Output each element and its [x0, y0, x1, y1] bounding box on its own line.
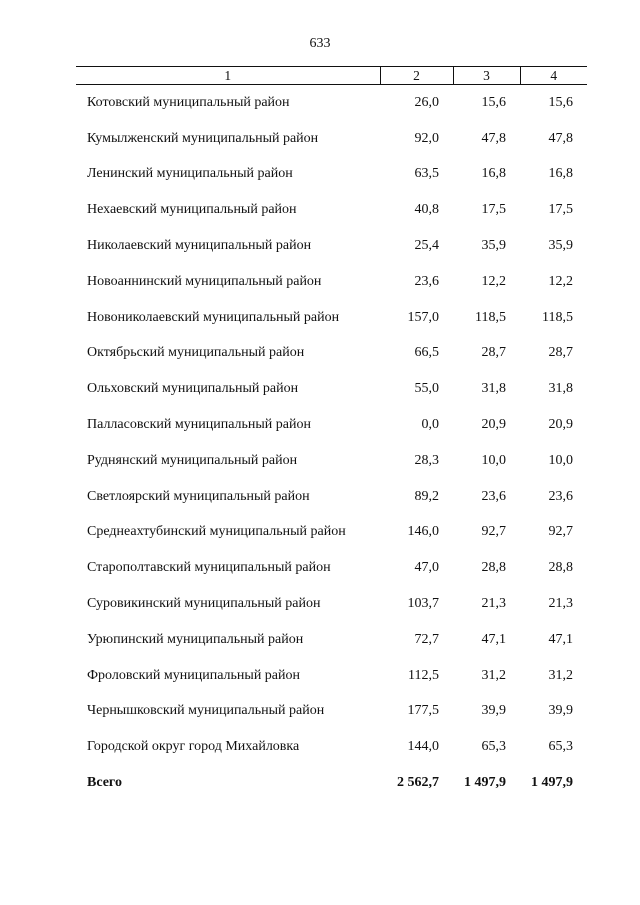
data-table-container	[76, 66, 587, 801]
table-row	[76, 658, 587, 694]
row-value-col3: 15,6	[481, 94, 506, 110]
row-value-col2: 144,0	[407, 739, 439, 755]
row-name-cell: Урюпинский муниципальный район	[87, 631, 304, 647]
row-value-col4: 21,3	[548, 596, 573, 612]
column-header-3: 3	[453, 67, 520, 85]
row-name-cell: Ольховский муниципальный район	[87, 381, 299, 397]
row-value-col4: 47,1	[548, 631, 573, 647]
row-name-cell: Палласовский муниципальный район	[87, 417, 311, 433]
row-value-col4: 10,0	[548, 452, 573, 468]
row-value-col4: 35,9	[548, 238, 573, 254]
row-value-col3: 31,8	[481, 381, 506, 397]
total-value-col2: 2 562,7	[397, 775, 439, 791]
row-value-col2: 72,7	[414, 631, 439, 647]
total-label: Всего	[87, 775, 122, 791]
row-name-cell: Чернышковский муниципальный район	[87, 703, 325, 719]
table-row	[76, 479, 587, 515]
column-header-2: 2	[380, 67, 453, 85]
row-value-col2: 177,5	[407, 703, 439, 719]
row-value-col3: 47,8	[481, 130, 506, 146]
row-value-col4: 31,8	[548, 381, 573, 397]
row-name-cell: Котовский муниципальный район	[87, 94, 290, 110]
row-value-col3: 31,2	[481, 667, 506, 683]
row-name-cell: Старополтавский муниципальный район	[87, 560, 331, 576]
row-value-col3: 20,9	[481, 417, 506, 433]
table-row	[76, 336, 587, 372]
table-row	[76, 407, 587, 443]
table-body	[76, 85, 587, 801]
row-value-col2: 89,2	[414, 488, 439, 504]
data-table	[76, 66, 587, 801]
row-value-col4: 65,3	[548, 739, 573, 755]
row-value-col2: 28,3	[414, 452, 439, 468]
row-value-col3: 35,9	[481, 238, 506, 254]
table-row	[76, 300, 587, 336]
table-row	[76, 157, 587, 193]
row-value-col2: 25,4	[414, 238, 439, 254]
table-header	[76, 67, 587, 85]
table-row	[76, 121, 587, 157]
row-value-col3: 10,0	[481, 452, 506, 468]
row-value-col4: 20,9	[548, 417, 573, 433]
row-value-col2: 26,0	[414, 94, 439, 110]
row-name-cell: Городской округ город Михайловка	[87, 739, 300, 755]
row-name-cell: Николаевский муниципальный район	[87, 238, 312, 254]
row-value-col3: 16,8	[481, 166, 506, 182]
table-row	[76, 729, 587, 765]
row-value-col2: 157,0	[407, 309, 439, 325]
row-value-col3: 65,3	[481, 739, 506, 755]
row-name-cell: Фроловский муниципальный район	[87, 667, 301, 683]
row-name-cell: Среднеахтубинский муниципальный район	[87, 524, 346, 540]
row-value-col4: 31,2	[548, 667, 573, 683]
page-number: 633	[309, 36, 331, 51]
row-value-col2: 40,8	[414, 202, 439, 218]
row-value-col4: 17,5	[548, 202, 573, 218]
table-row	[76, 371, 587, 407]
row-name-cell: Руднянский муниципальный район	[87, 452, 298, 468]
row-value-col3: 28,8	[481, 560, 506, 576]
row-value-col4: 16,8	[548, 166, 573, 182]
row-value-col2: 112,5	[408, 667, 439, 683]
row-value-col2: 55,0	[414, 381, 439, 397]
table-row	[76, 85, 587, 121]
row-value-col2: 23,6	[414, 273, 439, 289]
row-value-col4: 118,5	[542, 309, 573, 325]
table-row	[76, 622, 587, 658]
total-row	[76, 765, 587, 801]
row-name-cell: Светлоярский муниципальный район	[87, 488, 310, 504]
row-value-col4: 12,2	[548, 273, 573, 289]
row-name-cell: Октябрьский муниципальный район	[87, 345, 305, 361]
row-value-col3: 17,5	[481, 202, 506, 218]
table-row	[76, 228, 587, 264]
row-value-col4: 47,8	[548, 130, 573, 146]
row-name-cell: Кумылженский муниципальный район	[87, 130, 319, 146]
row-name-cell: Суровикинский муниципальный район	[87, 596, 321, 612]
row-value-col2: 66,5	[414, 345, 439, 361]
total-value-col4: 1 497,9	[531, 775, 573, 791]
column-header-1: 1	[76, 67, 380, 85]
table-row	[76, 264, 587, 300]
row-value-col3: 39,9	[481, 703, 506, 719]
row-value-col3: 92,7	[481, 524, 506, 540]
row-name-cell: Нехаевский муниципальный район	[87, 202, 297, 218]
row-value-col3: 47,1	[481, 631, 506, 647]
header-row	[76, 67, 587, 85]
row-value-col2: 92,0	[414, 130, 439, 146]
row-name-cell: Новониколаевский муниципальный район	[87, 309, 340, 325]
row-value-col3: 28,7	[481, 345, 506, 361]
table-row	[76, 586, 587, 622]
row-value-col4: 28,8	[548, 560, 573, 576]
row-name-cell: Ленинский муниципальный район	[87, 166, 293, 182]
row-value-col4: 39,9	[548, 703, 573, 719]
table-row	[76, 192, 587, 228]
row-value-col3: 23,6	[481, 488, 506, 504]
total-value-col3: 1 497,9	[464, 775, 506, 791]
row-value-col4: 23,6	[548, 488, 573, 504]
row-value-col3: 118,5	[475, 309, 506, 325]
table-row	[76, 550, 587, 586]
row-value-col2: 47,0	[414, 560, 439, 576]
row-value-col3: 12,2	[481, 273, 506, 289]
table-row	[76, 443, 587, 479]
row-value-col2: 63,5	[414, 166, 439, 182]
row-value-col2: 103,7	[407, 596, 439, 612]
row-value-col2: 0,0	[421, 417, 439, 433]
table-row	[76, 515, 587, 551]
row-value-col4: 15,6	[548, 94, 573, 110]
table-row	[76, 694, 587, 730]
row-value-col4: 28,7	[548, 345, 573, 361]
row-value-col4: 92,7	[548, 524, 573, 540]
column-header-4: 4	[520, 67, 587, 85]
row-value-col3: 21,3	[481, 596, 506, 612]
row-name-cell: Новоаннинский муниципальный район	[87, 273, 322, 289]
row-value-col2: 146,0	[407, 524, 439, 540]
